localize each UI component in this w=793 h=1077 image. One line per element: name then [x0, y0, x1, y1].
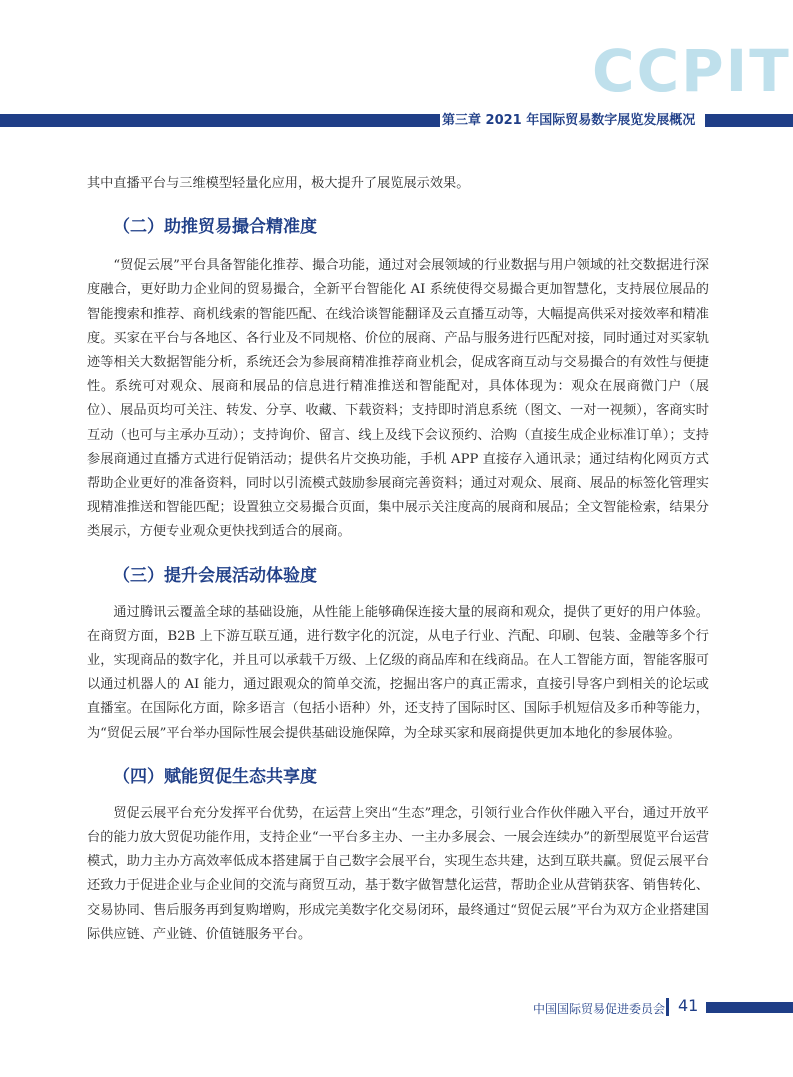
section-heading-3: （三）提升会展活动体验度: [113, 565, 317, 586]
section-paragraph-3: 通过腾讯云覆盖全球的基础设施，从性能上能够确保连接大量的展商和观众，提供了更好的用户体验。在商贸方面，B2B 上下游互联互通，进行数字化的沉淀，从电子行业、汽配、印刷、包装、金融等多个行业，实现商品的数字化，并且可以承载千万级、上亿级的商品库和在线商品。在人工智能方面，智能客服可以通过机器人的 AI 能力，通过跟观众的简单交流，挖掘出客户的真正需求，直接引导客户到相关的论坛或直播室。在国际化方面，除多语言（包括小语种）外，还支持了国际时区、国际手机短信及多币种等能力，为“贸促云展”平台举办国际性展会提供基础设施保障，为全球买家和展商提供更加本地化的参展体验。: [87, 604, 709, 741]
footer-bar: [706, 1002, 793, 1013]
intro-paragraph: 其中直播平台与三维模型轻量化应用，极大提升了展览展示效果。: [87, 176, 470, 191]
header-bar-right: [705, 114, 793, 127]
section-paragraph-4: 贸促云展平台充分发挥平台优势，在运营上突出“生态”理念，引领行业合作伙伴融入平台，通过开放平台的能力放大贸促功能作用，支持企业“一平台多主办、一主办多展会、一展会连续办”的新型展览平台运营模式，助力主办方高效率低成本搭建属于自己数字会展平台，实现生态共建，达到互联共赢。贸促云展平台还致力于促进企业与企业间的交流与商贸互动，基于数字做智慧化运营，帮助企业从营销获客、销售转化、交易协同、售后服务再到复购增购，形成完美数字化交易闭环，最终通过“贸促云展”平台为双方企业搭建国际供应链、产业链、价值链服务平台。: [87, 805, 709, 942]
section-paragraph-2: “贸促云展”平台具备智能化推荐、撮合功能，通过对会展领域的行业数据与用户领域的社交数据进行深度融合，更好助力企业间的贸易撮合，全新平台智能化 AI 系统使得交易撮合更加智慧化，支持展位展品的智能搜索和推荐、商机线索的智能匹配、在线洽谈智能翻译及云直播互动等，大幅提高供采对接效率和精准度。买家在平台与各地区、各行业及不同规格、价位的展商、产品与服务进行匹配对接，同时通过对买家轨迹等相关大数据智能分析，系统还会为参展商精准推荐商业机会，促成客商互动与交易撮合的有效性与便捷性。系统可对观众、展商和展品的信息进行精准推送和智能配对，具体体现为：观众在展商微门户（展位）、展品页均可关注、转发、分享、收藏、下载资料；支持即时消息系统（图文、一对一视频），客商实时互动（也可与主承办互动）；支持询价、留言、线上及线下会议预约、洽购（直接生成企业标准订单）；支持参展商通过直播方式进行促销活动；提供名片交换功能，手机 APP 直接存入通讯录；通过结构化网页方式帮助企业更好的准备资料，同时以引流模式鼓励参展商完善资料；通过对观众、展商、展品的标签化管理实现精准推送和智能匹配；设置独立交易撮合页面，集中展示关注度高的展商和展品；全文智能检索，结果分类展示，方便专业观众更快找到适合的展商。: [87, 258, 709, 540]
header-bar-left: [0, 114, 440, 127]
ccpit-logo: CCPIT: [592, 37, 791, 105]
section-heading-2: （二）助推贸易撮合精准度: [113, 217, 317, 238]
section-heading-4: （四）赋能贸促生态共享度: [113, 766, 317, 787]
page-content: [87, 172, 709, 947]
footer-separator: [666, 998, 669, 1016]
chapter-title: 第三章 2021 年国际贸易数字展览发展概况: [442, 113, 696, 128]
footer-organization: 中国国际贸易促进委员会: [533, 1002, 666, 1016]
page-number: 41: [678, 996, 699, 1015]
